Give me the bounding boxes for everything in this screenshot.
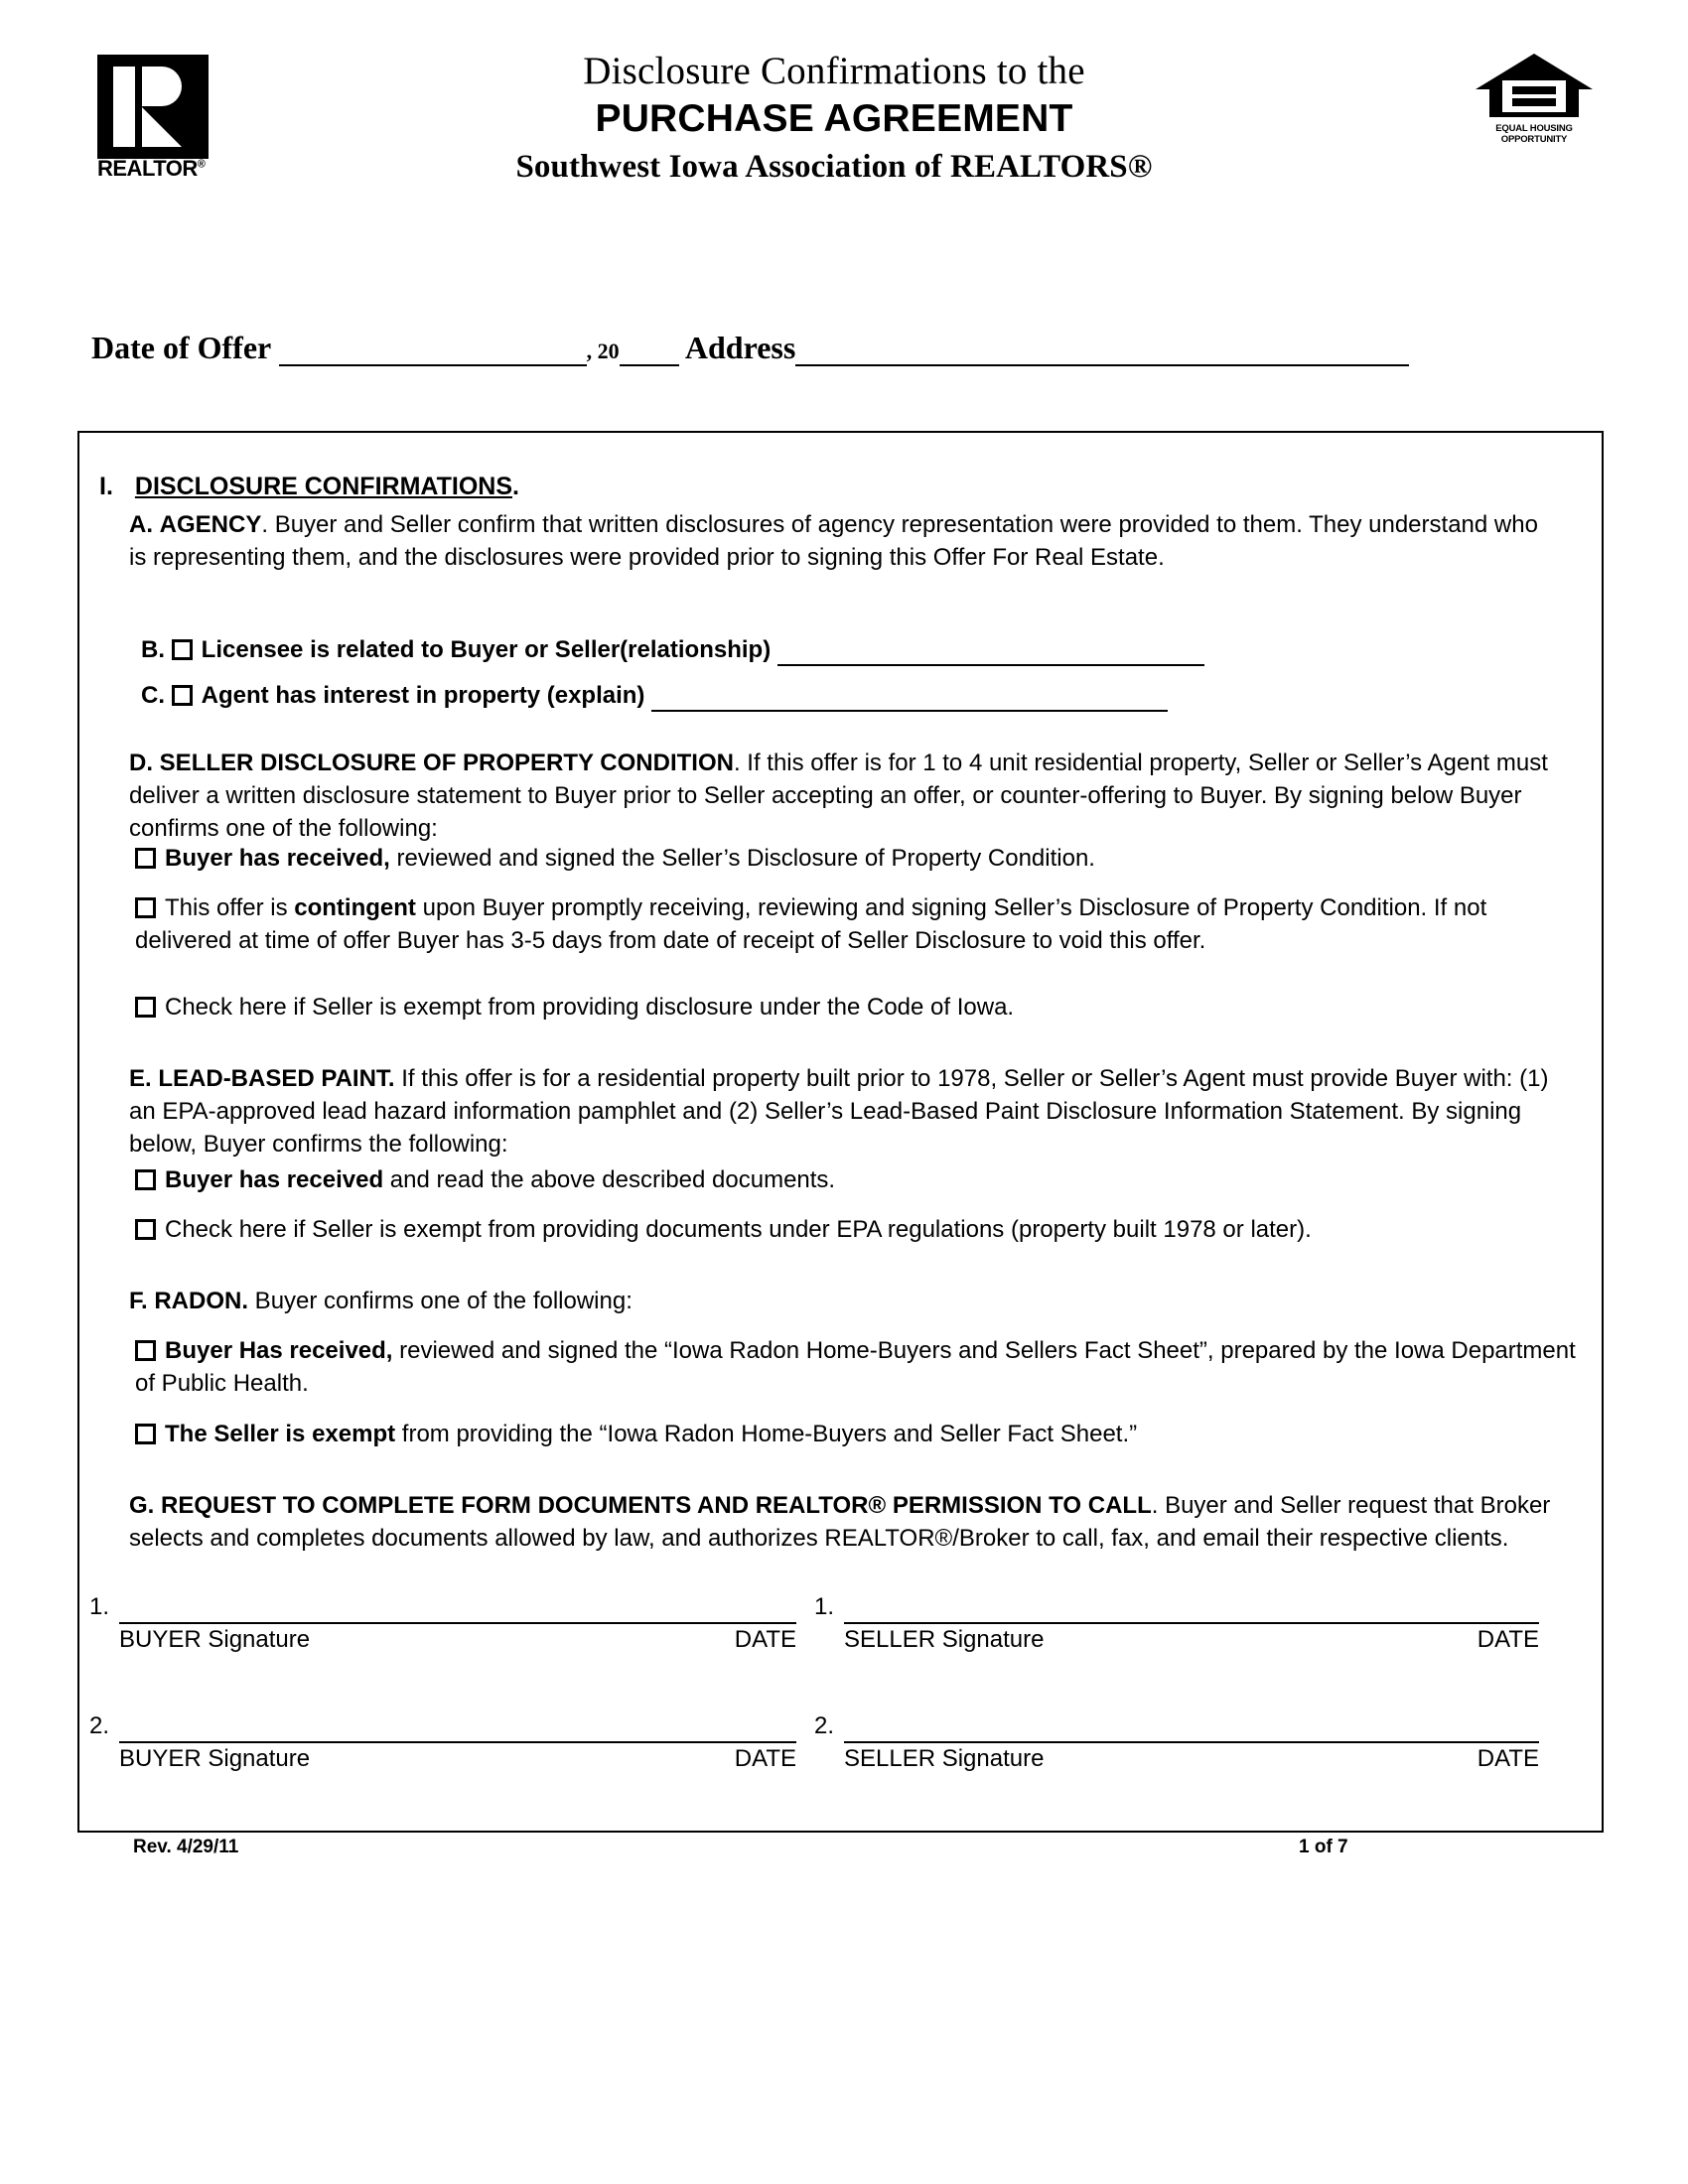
item-g-request-to-complete [129,1489,1574,1555]
signature-row-2-seller-number: 2. [814,1712,835,1739]
signature-row-2-seller-input[interactable] [844,1741,1539,1743]
item-e-check-2-checkbox[interactable] [135,1219,156,1240]
signature-row-1-buyer-label: BUYER Signature [119,1626,311,1653]
item-b-text: Licensee is related to Buyer or Seller(relationship) [201,636,772,663]
realtor-wordmark-text: REALTOR [97,156,198,181]
disclosure-confirmations-box [77,431,1604,1833]
item-c-checkbox[interactable] [172,685,193,706]
item-e-check-1-bold: Buyer has received [165,1166,384,1193]
item-d-letter: D. [129,750,153,776]
address-label: Address [684,330,796,365]
item-d-check-3-text: Check here if Seller is exempt from providing disclosure under the Code of Iowa. [165,994,1015,1021]
date-of-offer-row [91,330,1601,375]
item-f-check-2-bold: The Seller is exempt [165,1421,396,1447]
item-d-check-2-rest: upon Buyer promptly receiving, reviewing and signing Seller’s Disclosure of Property Condition. If not delivered at time of offer Buyer has 3-5 days from date of receipt of Seller Disclosure to void this offer. [135,894,1487,954]
item-d-check-2-bold: contingent [294,894,416,921]
signature-row-1-buyer-number: 1. [89,1593,110,1620]
eho-caption-line-1: EQUAL HOUSING [1495,123,1573,134]
item-e-check-2 [135,1213,1585,1246]
item-e-check-1-rest: and read the above described documents. [383,1166,836,1193]
signature-row-1-seller-date-label: DATE [1477,1626,1539,1653]
realtor-registered-mark: ® [197,158,206,171]
item-d-check-2 [135,891,1575,957]
item-f-title: RADON. [154,1288,249,1314]
date-of-offer-input[interactable] [279,342,587,366]
page-title [328,48,1340,191]
item-a-title: AGENCY [159,511,262,538]
signature-row-2-buyer-number: 2. [89,1712,110,1739]
footer-page-number: 1 of 7 [1299,1837,1348,1857]
item-a-agency [129,508,1559,574]
item-g-letter: G. [129,1492,155,1519]
title-line-1: Disclosure Confirmations to the [583,50,1085,92]
signature-row-2-buyer-input[interactable] [119,1741,796,1743]
realtor-wordmark [97,158,205,180]
item-d-check-2-pre: This offer is [165,894,295,921]
item-e-check-1-checkbox[interactable] [135,1169,156,1190]
item-b-checkbox[interactable] [172,639,193,660]
item-c-agent-interest [141,679,1581,712]
date-of-offer-label: Date of Offer [91,330,271,365]
signature-row-2-buyer-label: BUYER Signature [119,1745,311,1772]
item-d-check-1-rest: reviewed and signed the Seller’s Disclosure of Property Condition. [389,845,1095,872]
item-d-check-1-bold: Buyer has received, [165,845,390,872]
item-c-explain-input[interactable] [651,694,1168,712]
equal-housing-opportunity-logo [1470,48,1599,155]
item-f-radon [129,1285,1569,1317]
section-heading-period: . [512,473,519,500]
item-e-title: LEAD-BASED PAINT. [158,1065,395,1092]
item-b-licensee-related [141,633,1581,666]
item-f-letter: F. [129,1288,148,1314]
item-e-lead-based-paint [129,1062,1569,1160]
item-g-title: REQUEST TO COMPLETE FORM DOCUMENTS AND REALTOR® PERMISSION TO CALL [161,1492,1152,1519]
item-b-letter: B. [141,636,165,663]
realtor-r-mark-icon [97,55,209,159]
item-f-check-1-rest: reviewed and signed the “Iowa Radon Home-Buyers and Sellers Fact Sheet”, prepared by the Iowa Department of Public Health. [135,1337,1576,1397]
year-input[interactable] [620,342,679,366]
signature-row-1-seller-label: SELLER Signature [844,1626,1045,1653]
eho-caption-line-2: OPPORTUNITY [1500,134,1568,145]
item-d-seller-disclosure [129,747,1574,845]
item-a-body: . Buyer and Seller confirm that written disclosures of agency representation were provided to them. They understand who is representing them, and the disclosures were provided prior to signing this Offer For Real Estate. [129,511,1538,571]
section-heading-text: DISCLOSURE CONFIRMATIONS [134,473,512,500]
signature-row-2-seller-label: SELLER Signature [844,1745,1045,1772]
signature-row-2-seller-date-label: DATE [1477,1745,1539,1772]
year-prefix-label: , 20 [586,339,620,363]
item-f-check-2-rest: from providing the “Iowa Radon Home-Buyers and Seller Fact Sheet.” [395,1421,1138,1447]
signature-row-1-seller-number: 1. [814,1593,835,1620]
section-heading [99,473,519,501]
document-header [0,0,1688,238]
item-e-body: If this offer is for a residential property built prior to 1978, Seller or Seller’s Agent must provide Buyer with: (1) an EPA-approved lead hazard information pamphlet and (2) Seller’s Lead-Based Paint Disclosure Information Statement. By signing below, Buyer confirms the following: [129,1065,1549,1158]
item-c-text: Agent has interest in property (explain) [201,682,645,709]
address-input[interactable] [795,342,1409,366]
item-d-check-1-checkbox[interactable] [135,848,156,869]
item-d-check-3 [135,991,1575,1024]
equal-housing-caption [1470,123,1599,145]
item-e-letter: E. [129,1065,152,1092]
item-f-check-2 [135,1418,1575,1450]
signature-row-1-buyer-date-label: DATE [734,1626,796,1653]
title-line-3: Southwest Iowa Association of REALTORS® [515,149,1153,185]
item-d-body: . If this offer is for 1 to 4 unit residential property, Seller or Seller’s Agent must deliver a written disclosure statement to Buyer prior to Seller accepting an offer, or counter-offering to Buyer. By signing below Buyer confirms one of the following: [129,750,1548,842]
item-f-check-1 [135,1334,1590,1400]
item-d-check-3-checkbox[interactable] [135,997,156,1018]
title-line-2: PURCHASE AGREEMENT [595,97,1073,140]
item-f-check-2-checkbox[interactable] [135,1424,156,1444]
item-d-check-1 [135,842,1575,875]
item-c-letter: C. [141,682,165,709]
item-e-check-2-text: Check here if Seller is exempt from providing documents under EPA regulations (property built 1978 or later). [165,1216,1312,1243]
item-e-check-1 [135,1163,1575,1196]
signature-row-2-buyer-date-label: DATE [734,1745,796,1772]
item-f-check-1-bold: Buyer Has received, [165,1337,393,1364]
realtor-logo [97,55,214,189]
page-footer [77,1833,1604,1872]
equal-housing-house-icon [1470,48,1599,123]
item-a-letter: A. [129,511,153,538]
item-g-body: . Buyer and Seller request that Broker selects and completes documents allowed by law, and authorizes REALTOR®/Broker to call, fax, and email their respective clients. [129,1492,1551,1552]
item-b-relationship-input[interactable] [777,648,1204,666]
footer-revision: Rev. 4/29/11 [133,1837,239,1857]
item-f-check-1-checkbox[interactable] [135,1340,156,1361]
section-numeral: I. [99,473,113,500]
item-d-title: SELLER DISCLOSURE OF PROPERTY CONDITION [159,750,734,776]
signature-row-1-buyer-input[interactable] [119,1622,796,1624]
item-d-check-2-checkbox[interactable] [135,897,156,918]
item-f-body: Buyer confirms one of the following: [248,1288,633,1314]
signature-row-1-seller-input[interactable] [844,1622,1539,1624]
